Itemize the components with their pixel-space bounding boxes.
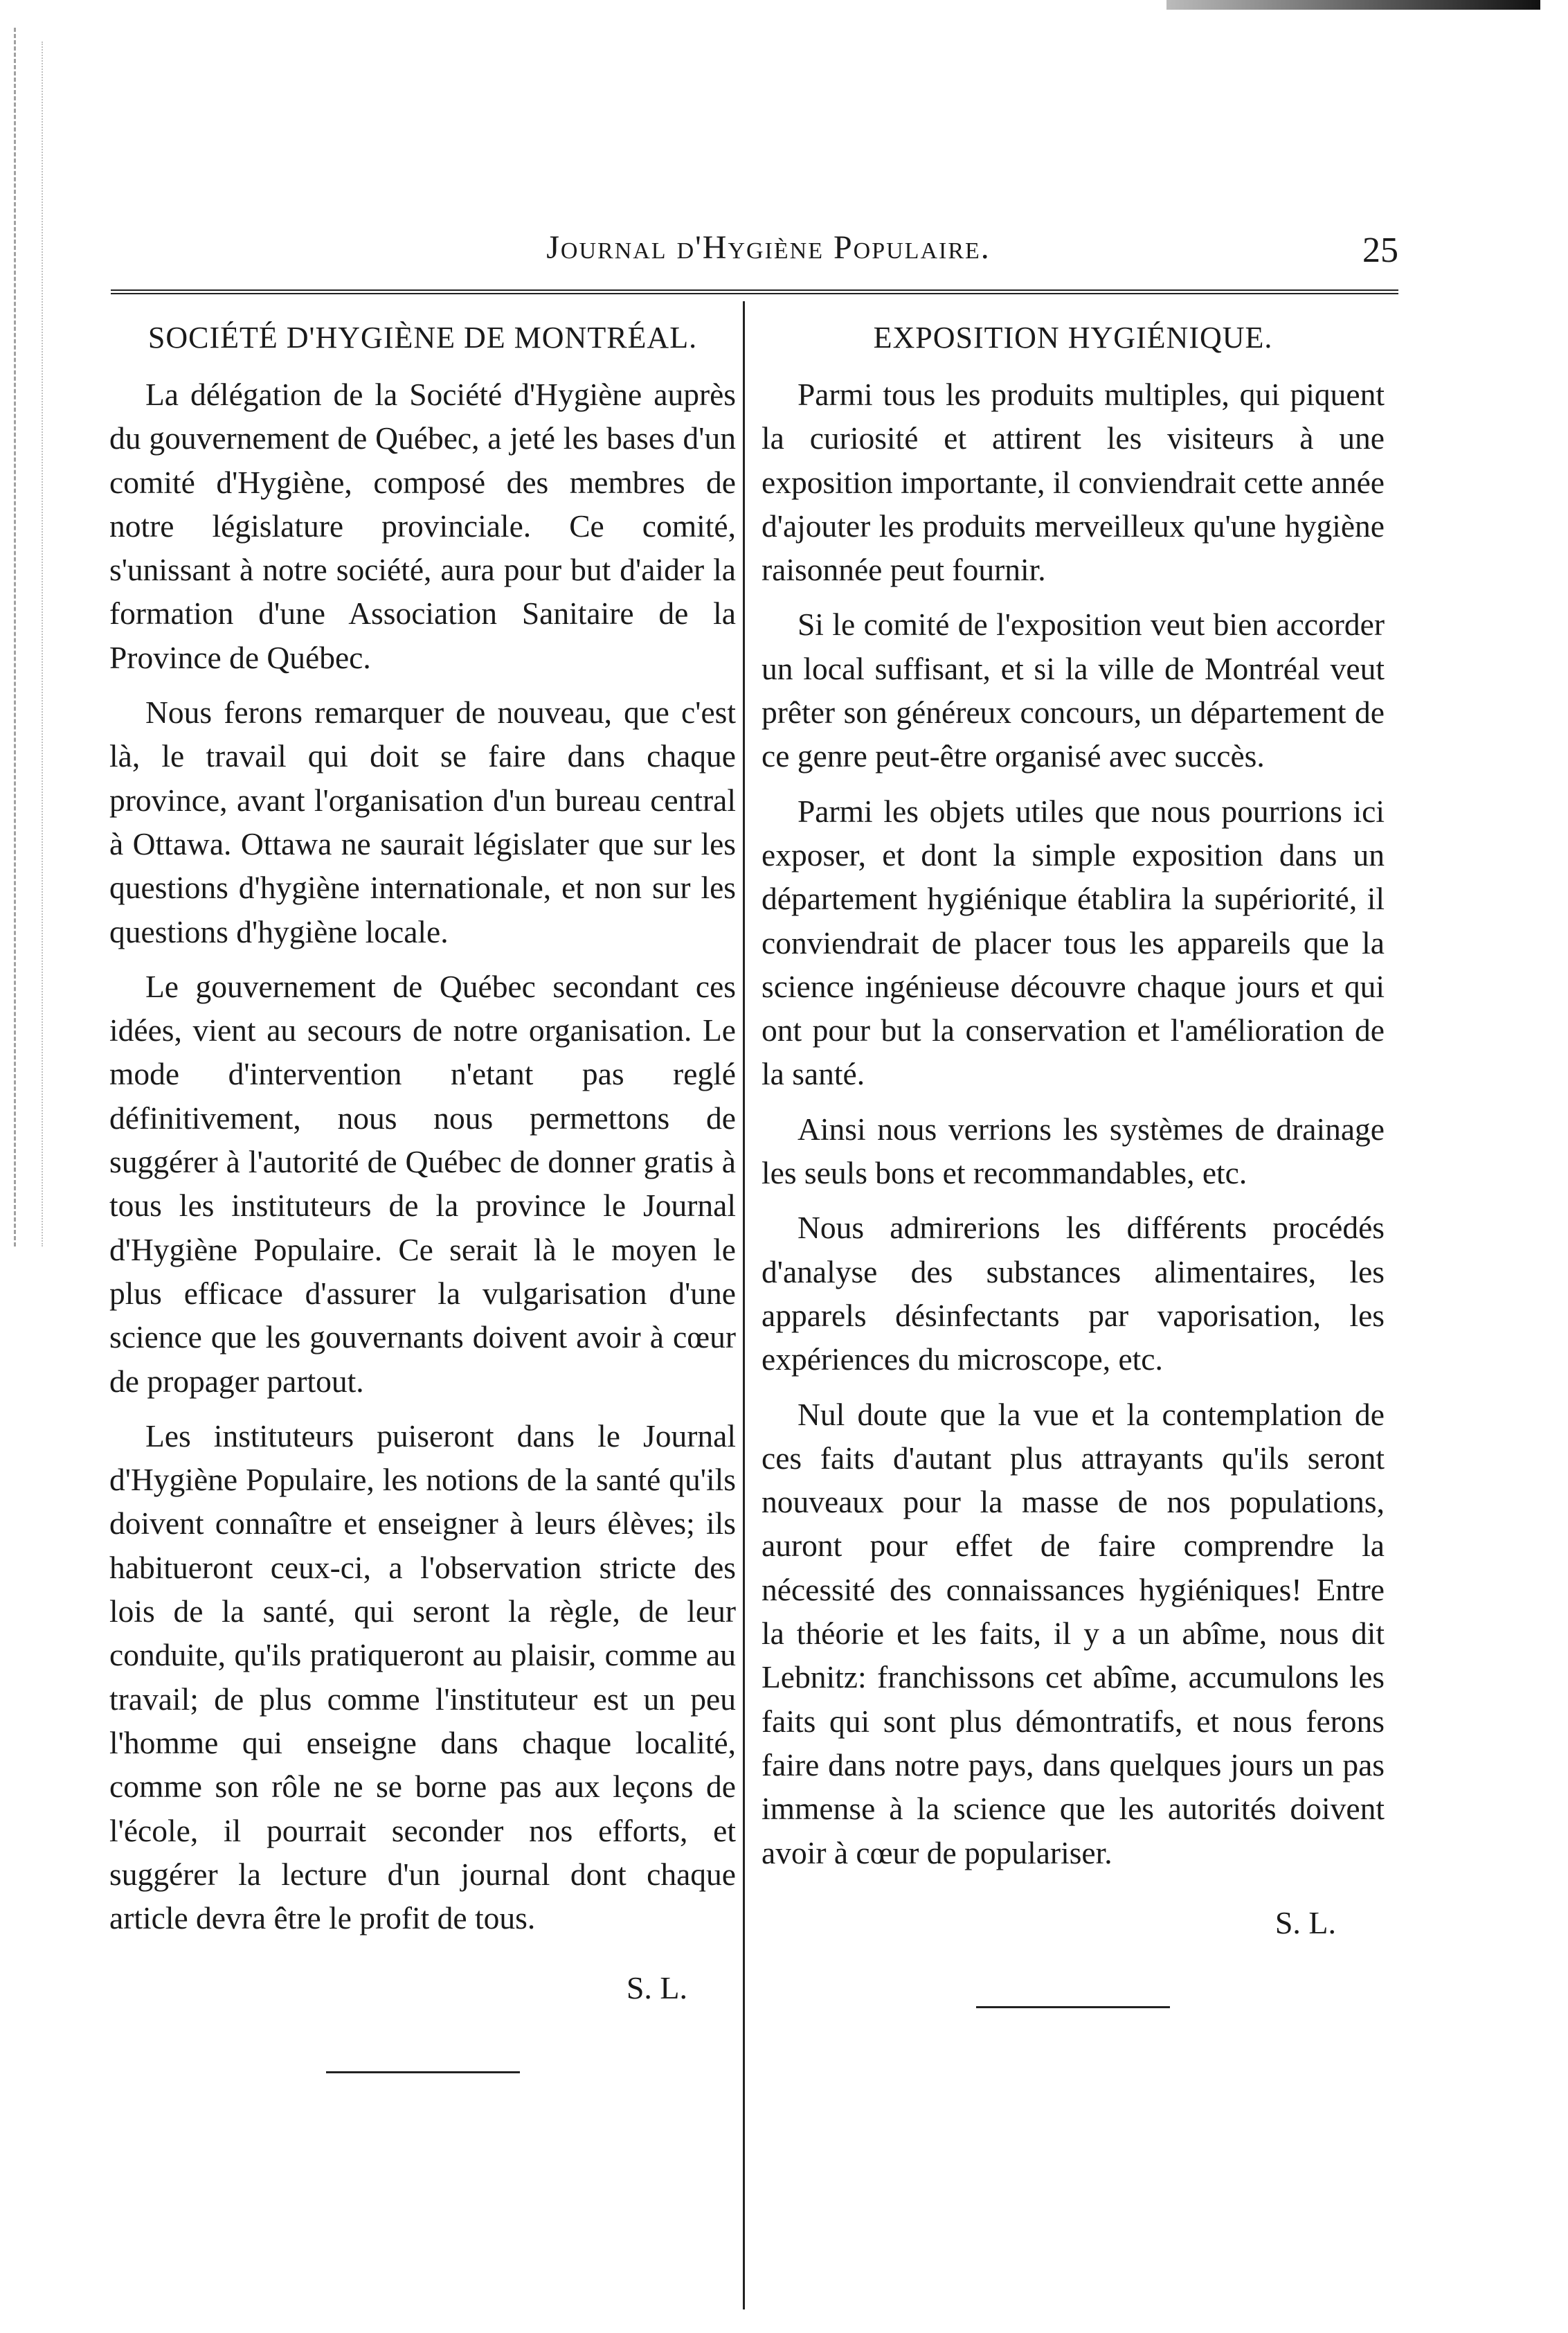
column-divider	[743, 301, 745, 2309]
left-column	[109, 319, 736, 2073]
right-column	[762, 319, 1385, 2008]
left-end-rule	[326, 2071, 520, 2073]
page-number: 25	[1362, 231, 1398, 270]
left-signature: S. L.	[626, 1970, 687, 2006]
left-paragraph-4: Les instituteurs puiseront dans le Journal d'Hygiène Populaire, les notions de la santé qu'ils doivent connaître et enseigner à leurs élèves; ils habitueront ceux-ci, a l'observation stricte des lois de la santé, qui seront la règle, de leur conduite, qu'ils pratiqueront au plaisir, comme au travail; de plus comme l'instituteur est un peu l'homme qui enseigne dans chaque localité, comme son rôle ne se borne pas aux leçons de l'école, il pourrait seconder nos efforts, et suggérer la lecture d'un journal dont chaque article devra être le profit de tous.	[109, 1418, 736, 1936]
left-paragraph-1: La délégation de la Société d'Hygiène auprès du gouvernement de Québec, a jeté les bases d'un comité d'Hygiène, composé des membres de notre législature provinciale. Ce comité, s'unissant à notre société, aura pour but d'aider la formation d'une Association Sanitaire de la Province de Québec.	[109, 377, 736, 675]
left-paragraph-3: Le gouvernement de Québec secondant ces idées, vient au secours de notre organisation. Le mode d'intervention n'etant pas reglé définitivement, nous nous permettons de suggérer à l'autorité de Québec de donner gratis à tous les instituteurs de la province le Journal d'Hygiène Populaire. Ce serait là le moyen le plus efficace d'assurer la vulgarisation d'une science que les gouvernants doivent avoir à cœur de propager partout.	[109, 968, 736, 1399]
left-paragraph-2: Nous ferons remarquer de nouveau, que c'est là, le travail qui doit se faire dans chaque province, avant l'organisation d'un bureau central à Ottawa. Ottawa ne saurait législater que sur les questions d'hygiène internationale, et non sur les questions d'hygiène locale.	[109, 695, 736, 949]
right-paragraph-3: Parmi les objets utiles que nous pourrions ici exposer, et dont la simple exposition dans un département hygiénique établira la supériorité, il conviendrait de placer tous les appareils que la science ingénieuse découvre chaque jours et qui ont pour but la conservation et l'amélioration de la santé.	[762, 793, 1385, 1092]
scan-artifact-top	[1166, 0, 1540, 10]
right-paragraph-6: Nul doute que la vue et la contemplation de ces faits d'autant plus attrayants qu'ils seront nouveaux pour la masse de nos populations, auront pour effet de faire comprendre la nécessité des connaissances hygiéniques! Entre la théorie et les faits, il y a un abîme, nous dit Lebnitz: franchissons cet abîme, accumulons les faits qui sont plus démontratifs, et nous ferons faire dans notre pays, dans quelques jours un pas immense à la science que les autorités doivent avoir à cœur de populariser.	[762, 1396, 1385, 1870]
right-column-heading: EXPOSITION HYGIÉNIQUE.	[873, 321, 1273, 355]
running-head	[111, 229, 1426, 284]
scan-artifact-left-edge-inner	[42, 42, 47, 1246]
right-paragraph-2: Si le comité de l'exposition veut bien accorder un local suffisant, et si la ville de Montréal veut prêter son généreux concours, un département de ce genre peut-être organisé avec succès.	[762, 607, 1385, 774]
running-title: Journal d'Hygiène Populaire.	[546, 229, 991, 266]
right-signature: S. L.	[1274, 1904, 1336, 1940]
header-rule	[111, 289, 1398, 294]
scan-artifact-left-edge	[14, 28, 26, 1246]
right-paragraph-1: Parmi tous les produits multiples, qui piquent la curiosité et attirent les visiteurs à une exposition importante, il conviendrait cette année d'ajouter les produits merveilleux qu'une hygiène raisonnée peut fournir.	[762, 377, 1385, 588]
right-end-rule	[976, 2006, 1170, 2008]
right-paragraph-4: Ainsi nous verrions les systèmes de drainage les seuls bons et recommandables, etc.	[762, 1111, 1385, 1191]
left-column-heading: SOCIÉTÉ D'HYGIÈNE DE MONTRÉAL.	[147, 321, 698, 355]
right-paragraph-5: Nous admirerions les différents procédés d'analyse des substances alimentaires, les apparels désinfectants par vaporisation, les expériences du microscope, etc.	[762, 1210, 1385, 1377]
